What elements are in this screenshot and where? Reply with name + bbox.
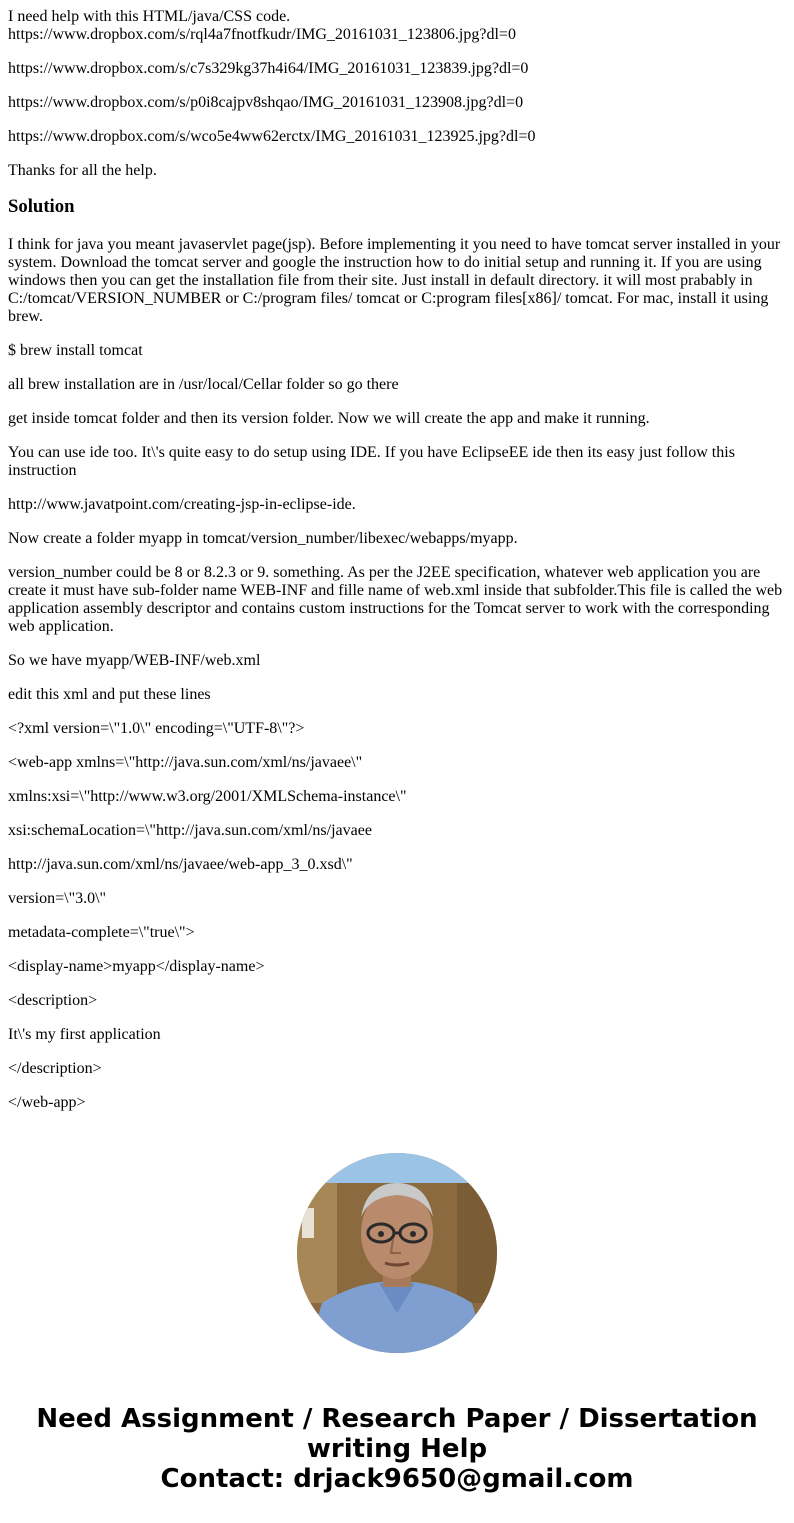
solution-body bbox=[8, 236, 786, 1112]
contact-banner bbox=[0, 1404, 794, 1494]
question-link-1: https://www.dropbox.com/s/rql4a7fnotfkudr/IMG_20161031_123806.jpg?dl=0 bbox=[8, 26, 516, 43]
author-avatar bbox=[297, 1153, 497, 1353]
question-link-2: https://www.dropbox.com/s/c7s329kg37h4i64/IMG_20161031_123839.jpg?dl=0 bbox=[8, 60, 529, 77]
question-block bbox=[8, 8, 786, 44]
code-line: It\'s my first application bbox=[8, 1026, 161, 1043]
solution-paragraph: Now create a folder myapp in tomcat/version_number/libexec/webapps/myapp. bbox=[8, 530, 518, 547]
code-line: <?xml version=\"1.0\" encoding=\"UTF-8\"?> bbox=[8, 720, 305, 737]
code-line: <display-name>myapp</display-name> bbox=[8, 958, 265, 975]
code-line: </description> bbox=[8, 1060, 102, 1077]
solution-paragraph: So we have myapp/WEB-INF/web.xml bbox=[8, 652, 261, 669]
solution-paragraph: version_number could be 8 or 8.2.3 or 9. something. As per the J2EE specification, whatever web application you are create it must have sub-folder name WEB-INF and fille name of web.xml inside that subfolder.This file is called the web application assembly descriptor and contains custom instructions for the Tomcat server to work with the corresponding web application. bbox=[8, 564, 783, 635]
question-link-4: https://www.dropbox.com/s/wco5e4ww62erctx/IMG_20161031_123925.jpg?dl=0 bbox=[8, 128, 536, 145]
banner-line-1: Need Assignment / Research Paper / Dissertation bbox=[36, 1404, 758, 1434]
solution-heading: Solution bbox=[8, 196, 75, 217]
code-line: <web-app xmlns=\"http://java.sun.com/xml/ns/javaee\" bbox=[8, 754, 363, 771]
question-intro: I need help with this HTML/java/CSS code. bbox=[8, 8, 291, 25]
solution-paragraph: edit this xml and put these lines bbox=[8, 686, 211, 703]
question-thanks: Thanks for all the help. bbox=[8, 162, 157, 179]
code-line: http://java.sun.com/xml/ns/javaee/web-app_3_0.xsd\" bbox=[8, 856, 353, 873]
code-line: xsi:schemaLocation=\"http://java.sun.com/xml/ns/javaee bbox=[8, 822, 372, 839]
portrait-image bbox=[297, 1153, 497, 1353]
solution-paragraph: get inside tomcat folder and then its version folder. Now we will create the app and make it running. bbox=[8, 410, 650, 427]
solution-paragraph: You can use ide too. It\'s quite easy to do setup using IDE. If you have EclipseEE ide then its easy just follow this instruction bbox=[8, 444, 735, 479]
banner-line-2: writing Help bbox=[306, 1434, 488, 1464]
banner-contact-line: Contact: drjack9650@gmail.com bbox=[160, 1464, 634, 1494]
code-line: </web-app> bbox=[8, 1094, 86, 1111]
solution-paragraph: I think for java you meant javaservlet page(jsp). Before implementing it you need to have tomcat server installed in your system. Download the tomcat server and google the instruction how to do initial setup and running it. If you are using windows then you can get the installation file from their site. Just install in default directory. it will most prabably in C:/tomcat/VERSION_NUMBER or C:/program files/ tomcat or C:program files[x86]/ tomcat. For mac, install it using brew. bbox=[8, 236, 781, 325]
solution-paragraph: all brew installation are in /usr/local/Cellar folder so go there bbox=[8, 376, 399, 393]
code-line: <description> bbox=[8, 992, 98, 1009]
solution-paragraph: http://www.javatpoint.com/creating-jsp-in-eclipse-ide. bbox=[8, 496, 356, 513]
solution-paragraph: $ brew install tomcat bbox=[8, 342, 143, 359]
code-line: xmlns:xsi=\"http://www.w3.org/2001/XMLSchema-instance\" bbox=[8, 788, 407, 805]
code-line: metadata-complete=\"true\"> bbox=[8, 924, 195, 941]
question-link-3: https://www.dropbox.com/s/p0i8cajpv8shqao/IMG_20161031_123908.jpg?dl=0 bbox=[8, 94, 524, 111]
document-body bbox=[8, 8, 786, 1128]
code-line: version=\"3.0\" bbox=[8, 890, 107, 907]
